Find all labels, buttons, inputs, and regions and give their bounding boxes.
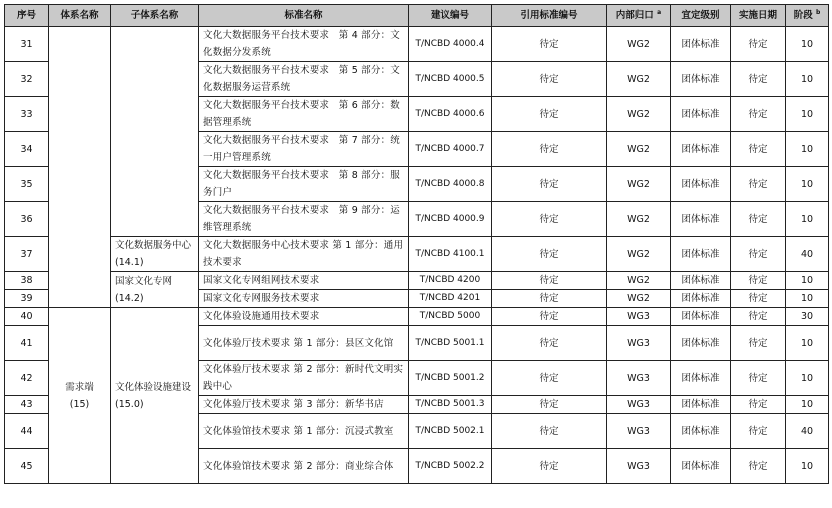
cell-date: 待定 [731, 449, 786, 484]
header-standard-name: 标准名称 [199, 5, 409, 27]
cell-ref: 待定 [492, 202, 607, 237]
cell-date: 待定 [731, 132, 786, 167]
cell-seq: 37 [5, 237, 49, 272]
cell-stage: 10 [786, 202, 829, 237]
cell-internal: WG2 [607, 27, 671, 62]
cell-date: 待定 [731, 361, 786, 396]
cell-level: 团体标准 [671, 27, 731, 62]
cell-stage: 10 [786, 272, 829, 290]
cell-internal: WG3 [607, 326, 671, 361]
cell-level: 团体标准 [671, 202, 731, 237]
cell-stage: 10 [786, 62, 829, 97]
cell-date: 待定 [731, 272, 786, 290]
cell-standard-name: 文化大数据服务平台技术要求 第 6 部分：数据管理系统 [199, 97, 409, 132]
cell-standard-name: 国家文化专网组网技术要求 [199, 272, 409, 290]
cell-level: 团体标准 [671, 396, 731, 414]
cell-seq: 45 [5, 449, 49, 484]
cell-ref: 待定 [492, 396, 607, 414]
cell-system-blank [49, 27, 111, 308]
cell-ref: 待定 [492, 97, 607, 132]
cell-ref: 待定 [492, 326, 607, 361]
standards-table [4, 4, 829, 484]
cell-standard-name: 文化体验厅技术要求 第 1 部分：县区文化馆 [199, 326, 409, 361]
cell-code: T/NCBD 4000.6 [409, 97, 492, 132]
cell-internal: WG2 [607, 272, 671, 290]
cell-code: T/NCBD 4100.1 [409, 237, 492, 272]
cell-subsystem: 国家文化专网(14.2) [111, 272, 199, 308]
cell-stage: 40 [786, 414, 829, 449]
cell-date: 待定 [731, 396, 786, 414]
cell-ref: 待定 [492, 27, 607, 62]
cell-internal: WG2 [607, 290, 671, 308]
table-row [5, 308, 829, 326]
cell-stage: 40 [786, 237, 829, 272]
header-seq: 序号 [5, 5, 49, 27]
cell-standard-name: 文化大数据服务平台技术要求 第 8 部分：服务门户 [199, 167, 409, 202]
header-stage: 阶段 $^b$ [786, 5, 829, 27]
cell-ref: 待定 [492, 272, 607, 290]
cell-stage: 10 [786, 290, 829, 308]
cell-seq: 35 [5, 167, 49, 202]
cell-code: T/NCBD 4200 [409, 272, 492, 290]
cell-standard-name: 文化大数据服务平台技术要求 第 5 部分：文化数据服务运营系统 [199, 62, 409, 97]
cell-date: 待定 [731, 414, 786, 449]
cell-ref: 待定 [492, 237, 607, 272]
cell-seq: 39 [5, 290, 49, 308]
cell-standard-name: 文化大数据服务平台技术要求 第 9 部分：运维管理系统 [199, 202, 409, 237]
cell-ref: 待定 [492, 62, 607, 97]
cell-standard-name: 文化体验厅技术要求 第 2 部分：新时代文明实践中心 [199, 361, 409, 396]
cell-ref: 待定 [492, 449, 607, 484]
cell-ref: 待定 [492, 308, 607, 326]
cell-subsystem-blank [111, 27, 199, 237]
header-system: 体系名称 [49, 5, 111, 27]
cell-date: 待定 [731, 62, 786, 97]
cell-code: T/NCBD 5001.3 [409, 396, 492, 414]
cell-stage: 10 [786, 361, 829, 396]
cell-standard-name: 文化大数据服务中心技术要求 第 1 部分：通用技术要求 [199, 237, 409, 272]
cell-code: T/NCBD 5002.2 [409, 449, 492, 484]
cell-standard-name: 文化体验设施通用技术要求 [199, 308, 409, 326]
cell-ref: 待定 [492, 290, 607, 308]
cell-seq: 34 [5, 132, 49, 167]
cell-standard-name: 文化体验馆技术要求 第 2 部分：商业综合体 [199, 449, 409, 484]
cell-subsystem: 文化体验设施建设(15.0) [111, 308, 199, 484]
cell-stage: 30 [786, 308, 829, 326]
cell-internal: WG3 [607, 396, 671, 414]
cell-internal: WG2 [607, 97, 671, 132]
cell-stage: 10 [786, 97, 829, 132]
cell-subsystem: 文化数据服务中心(14.1) [111, 237, 199, 272]
table-row [5, 272, 829, 290]
cell-code: T/NCBD 4000.7 [409, 132, 492, 167]
cell-date: 待定 [731, 326, 786, 361]
cell-level: 团体标准 [671, 449, 731, 484]
header-date: 实施日期 [731, 5, 786, 27]
cell-level: 团体标准 [671, 290, 731, 308]
cell-system: 需求端 (15) [49, 308, 111, 484]
cell-ref: 待定 [492, 414, 607, 449]
header-internal: 内部归口 $^a$ [607, 5, 671, 27]
cell-level: 团体标准 [671, 167, 731, 202]
cell-internal: WG2 [607, 132, 671, 167]
cell-code: T/NCBD 4201 [409, 290, 492, 308]
cell-standard-name: 文化体验厅技术要求 第 3 部分：新华书店 [199, 396, 409, 414]
header-code: 建议编号 [409, 5, 492, 27]
cell-level: 团体标准 [671, 237, 731, 272]
cell-code: T/NCBD 5000 [409, 308, 492, 326]
cell-code: T/NCBD 5001.2 [409, 361, 492, 396]
cell-standard-name: 国家文化专网服务技术要求 [199, 290, 409, 308]
cell-stage: 10 [786, 27, 829, 62]
cell-internal: WG2 [607, 62, 671, 97]
cell-seq: 40 [5, 308, 49, 326]
cell-code: T/NCBD 5002.1 [409, 414, 492, 449]
cell-seq: 43 [5, 396, 49, 414]
cell-seq: 31 [5, 27, 49, 62]
cell-ref: 待定 [492, 167, 607, 202]
cell-standard-name: 文化体验馆技术要求 第 1 部分：沉浸式教室 [199, 414, 409, 449]
cell-level: 团体标准 [671, 326, 731, 361]
cell-date: 待定 [731, 290, 786, 308]
cell-code: T/NCBD 4000.4 [409, 27, 492, 62]
cell-level: 团体标准 [671, 308, 731, 326]
cell-seq: 44 [5, 414, 49, 449]
header-level: 宜定级别 [671, 5, 731, 27]
cell-internal: WG3 [607, 449, 671, 484]
cell-level: 团体标准 [671, 414, 731, 449]
cell-internal: WG3 [607, 414, 671, 449]
cell-date: 待定 [731, 308, 786, 326]
cell-stage: 10 [786, 449, 829, 484]
cell-stage: 10 [786, 132, 829, 167]
header-ref: 引用标准编号 [492, 5, 607, 27]
cell-stage: 10 [786, 326, 829, 361]
cell-date: 待定 [731, 167, 786, 202]
table-row [5, 237, 829, 272]
cell-code: T/NCBD 5001.1 [409, 326, 492, 361]
cell-internal: WG2 [607, 237, 671, 272]
cell-seq: 33 [5, 97, 49, 132]
cell-seq: 41 [5, 326, 49, 361]
cell-internal: WG3 [607, 308, 671, 326]
cell-internal: WG3 [607, 361, 671, 396]
cell-seq: 32 [5, 62, 49, 97]
cell-standard-name: 文化大数据服务平台技术要求 第 4 部分：文化数据分发系统 [199, 27, 409, 62]
table-row [5, 27, 829, 62]
cell-date: 待定 [731, 237, 786, 272]
cell-date: 待定 [731, 202, 786, 237]
cell-seq: 38 [5, 272, 49, 290]
cell-seq: 42 [5, 361, 49, 396]
cell-level: 团体标准 [671, 132, 731, 167]
cell-code: T/NCBD 4000.8 [409, 167, 492, 202]
cell-level: 团体标准 [671, 62, 731, 97]
cell-level: 团体标准 [671, 361, 731, 396]
cell-ref: 待定 [492, 132, 607, 167]
header-subsystem: 子体系名称 [111, 5, 199, 27]
cell-date: 待定 [731, 97, 786, 132]
cell-level: 团体标准 [671, 272, 731, 290]
cell-ref: 待定 [492, 361, 607, 396]
cell-internal: WG2 [607, 167, 671, 202]
cell-stage: 10 [786, 167, 829, 202]
cell-code: T/NCBD 4000.5 [409, 62, 492, 97]
cell-date: 待定 [731, 27, 786, 62]
cell-seq: 36 [5, 202, 49, 237]
cell-stage: 10 [786, 396, 829, 414]
cell-standard-name: 文化大数据服务平台技术要求 第 7 部分：统一用户管理系统 [199, 132, 409, 167]
cell-level: 团体标准 [671, 97, 731, 132]
cell-internal: WG2 [607, 202, 671, 237]
cell-code: T/NCBD 4000.9 [409, 202, 492, 237]
header-row [5, 5, 829, 27]
